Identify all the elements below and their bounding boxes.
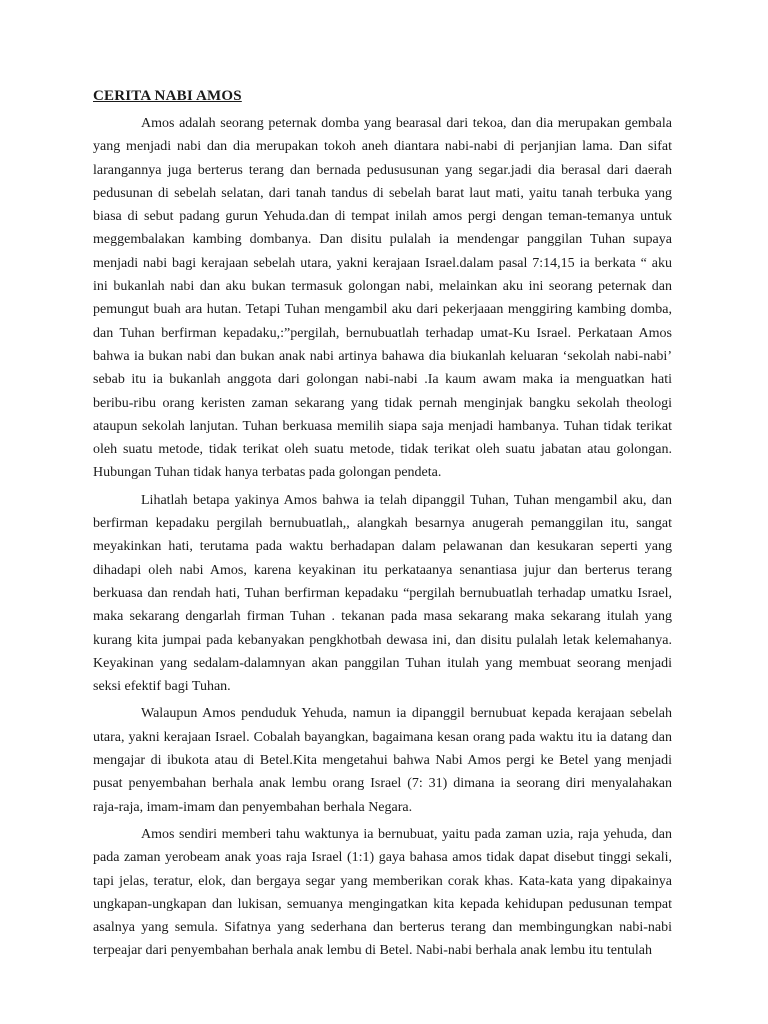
text-line: mengajar di ibukota atau di Betel.Kita mengetahui bahwa Nabi Amos pergi ke Betel yang menjadi: [93, 753, 672, 769]
text-line: oleh suatu metode, tidak terikat oleh suatu metode, tidak terikat oleh suatu jabatan atau golongan.: [93, 442, 672, 458]
text-line: tapi jelas, teratur, elok, dan bergaya segar yang memberikan corak khas. Kata-kata yang dipakainya: [93, 873, 672, 889]
text-line: larangannya juga berterus terang dan bernada pedususunan yang segar.jadi dia berasal dari daerah: [93, 162, 672, 178]
text-line: kurang kita jumpai pada kebanyakan pengkhotbah dewasa ini, dan disitu pulalah letak kelemahanya.: [93, 632, 672, 648]
text-line: ungkapan-ungkapan dan lukisan, semuanya mengingatkan kita kepada kehidupan pedusunan tempat: [93, 896, 672, 912]
text-line: menjadi nabi bagi kerajaan sebelah utara, yakni kerajaan Israel.dalam pasal 7:14,15 ia berkata “ aku: [93, 255, 672, 271]
text-line: dihadapi oleh nabi Amos, karena keyakinan itu perkataanya senantiasa jujur dan berterus terang: [93, 562, 672, 578]
text-line: meyakinkan hati, terutama pada waktu berhadapan dalam pelawanan dan kesukaran seperti yang: [93, 539, 672, 555]
text-line: maka sekarang dengarlah firman Tuhan . tekanan pada masa sekarang maka sekarang itulah yang: [93, 609, 672, 625]
document-title: CERITA NABI AMOS: [93, 88, 242, 104]
text-line: seksi efektif bagi Tuhan.: [93, 679, 231, 695]
paragraph: [93, 702, 672, 818]
text-line: yang menjadi nabi dan dia merupakan tokoh aneh diantara nabi-nabi di perjanjian lama. Dan sifat: [93, 139, 672, 155]
text-line: meggembalakan kambing dombanya. Dan disitu pulalah ia mendengar panggilan Tuhan supaya: [93, 232, 672, 248]
text-line: Amos sendiri memberi tahu waktunya ia bernubuat, yaitu pada zaman uzia, raja yehuda, dan: [141, 826, 672, 842]
text-line: ataupun sekolah lanjutan. Tuhan berkuasa memilih siapa saja menjadi hambanya. Tuhan tidak terikat: [93, 418, 672, 434]
text-line: dan Tuhan berfirman kepadaku,:”pergilah, bernubuatlah terhadap umat-Ku Israel. Perkataan Amos: [93, 325, 672, 341]
text-line: terpeajar dari penyembahan berhala anak lembu di Betel. Nabi-nabi berhala anak lembu itu tentulah: [93, 943, 652, 959]
text-line: sebab itu ia bukanlah anggota dari golongan nabi-nabi .Ia kaum awam maka ia menguatkan hati: [93, 372, 672, 388]
text-line: pada zaman yerobeam anak yoas raja Israel (1:1) gaya bahasa amos tidak dapat disebut tinggi sekali,: [93, 850, 672, 866]
paragraph: [93, 823, 672, 963]
paragraph: [93, 112, 672, 485]
document-body: [93, 112, 672, 963]
text-line: pemungut buah ara hutan. Tetapi Tuhan mengambil aku dari pekerjaaan menggiring kambing domba,: [93, 302, 672, 318]
text-line: Walaupun Amos penduduk Yehuda, namun ia dipanggil bernubuat kepada kerajaan sebelah: [141, 706, 672, 722]
text-line: beribu-ribu orang keristen zaman sekarang yang tidak pernah menginjak bangku sekolah theologi: [93, 395, 672, 411]
text-line: berfirman kepadaku pergilah bernubuatlah,, alangkah besarnya anugerah pemanggilan itu, sangat: [93, 516, 672, 532]
text-line: Lihatlah betapa yakinya Amos bahwa ia telah dipanggil Tuhan, Tuhan mengambil aku, dan: [141, 492, 672, 508]
text-line: Amos adalah seorang peternak domba yang bearasal dari tekoa, dan dia merupakan gembala: [141, 116, 672, 131]
text-line: pedusunan di sebelah selatan, dari tanah tandus di sebelah barat laut mati, yaitu tanah terbuka yang: [93, 185, 672, 201]
text-line: pusat penyembahan berhala anak lembu orang Israel (7: 31) dimana ia seorang diri menyalahakan: [93, 776, 672, 792]
text-line: bahwa ia bukan nabi dan bukan anak nabi artinya bahawa dia biukanlah keluaran ‘sekolah nabi-nabi’: [93, 348, 672, 364]
paragraph: [93, 489, 672, 699]
text-line: Keyakinan yang sedalam-dalamnyan akan panggilan Tuhan itulah yang membuat seorang menjadi: [93, 655, 672, 671]
text-line: raja-raja, imam-imam dan penyembahan berhala Negara.: [93, 799, 413, 815]
text-line: utara, yakni kerajaan Israel. Cobalah bayangkan, bagaimana kesan orang pada waktu itu ia datang dan: [93, 729, 672, 745]
text-line: ini bukanlah nabi dan aku bukan termasuk golongan nabi, melainkan aku ini seorang peternak dan: [93, 279, 672, 295]
text-line: berkuasa dan rendah hati, Tuhan berfirman kepadaku “pergilah bernubuatlah terhadap umatku Israel,: [93, 585, 672, 601]
text-line: asalnya yang semula. Sifatnya yang sederhana dan berterus terang dan membingungkan nabi-nabi: [93, 920, 672, 936]
text-line: biasa di sebut padang gurun Yehuda.dan di tempat inilah amos pergi dengan teman-temanya untuk: [93, 209, 672, 225]
text-line: Hubungan Tuhan tidak hanya terbatas pada golongan pendeta.: [93, 465, 442, 481]
